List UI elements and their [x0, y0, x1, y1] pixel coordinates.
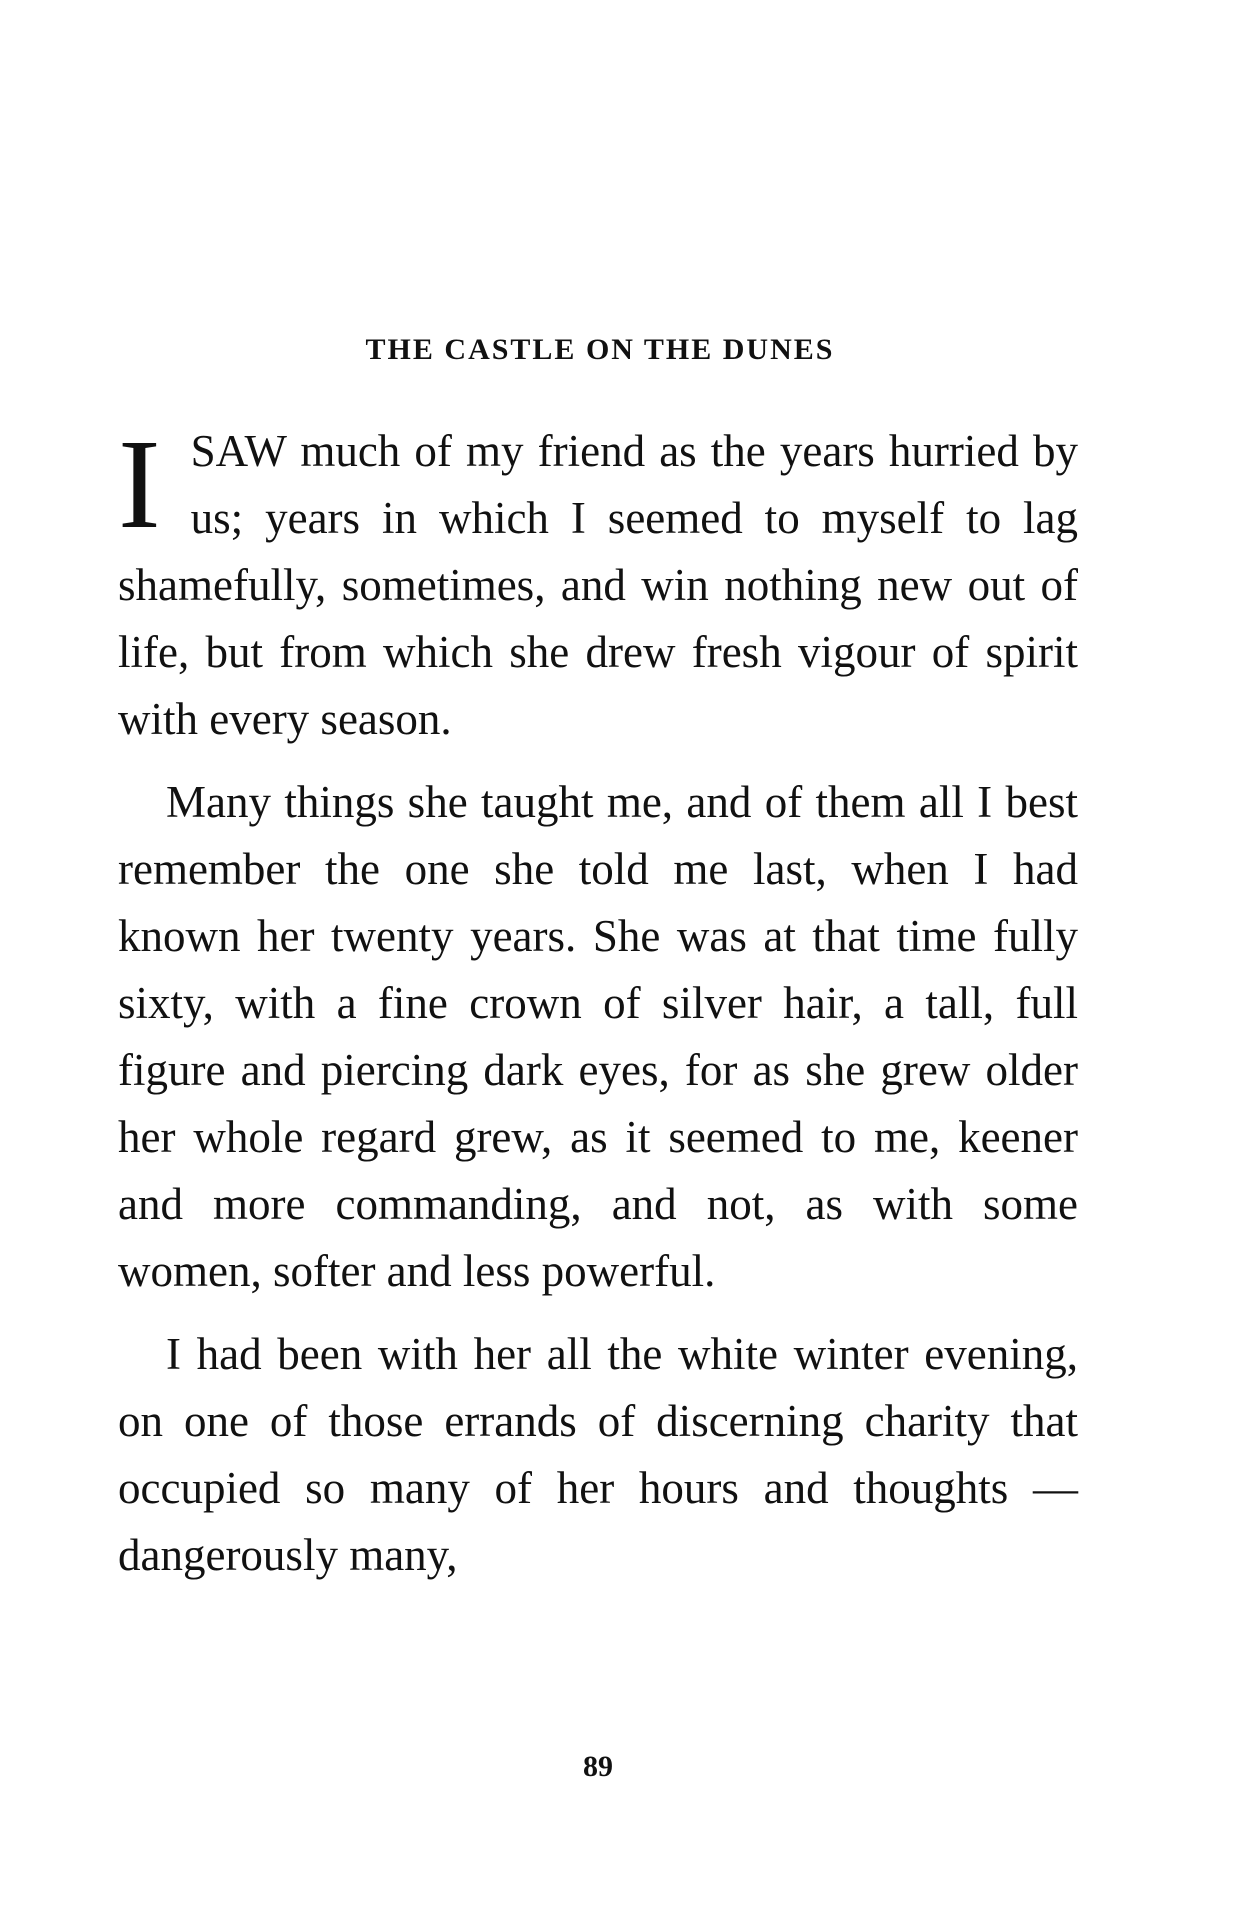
paragraph-3: I had been with her all the white winter evening, on one of those errands of discerning charity that occupied so many of her hours and thoughts — dangerously many,: [118, 1329, 1078, 1580]
paragraph-1-text: SAW much of my friend as the years hurried by us; years in which I seemed to myself to lag shamefully, sometimes, and win nothing new out of life, but from which she drew fresh vigour of spirit with every season.: [118, 426, 1078, 744]
running-head: THE CASTLE ON THE DUNES: [365, 333, 835, 366]
drop-cap: I: [118, 413, 161, 555]
page-number: 89: [583, 1750, 613, 1783]
paragraph-2: Many things she taught me, and of them all I best remember the one she told me last, when I had known her twenty years. She was at that time fully sixty, with a fine crown of silver hair, a tall, full figure and piercing dark eyes, for as she grew older her whole regard grew, as it seemed to me, keener and more commanding, and not, as with some women, softer and less powerful.: [118, 777, 1078, 1296]
body-text: [118, 413, 1078, 1605]
paragraph-1: [118, 413, 1078, 753]
